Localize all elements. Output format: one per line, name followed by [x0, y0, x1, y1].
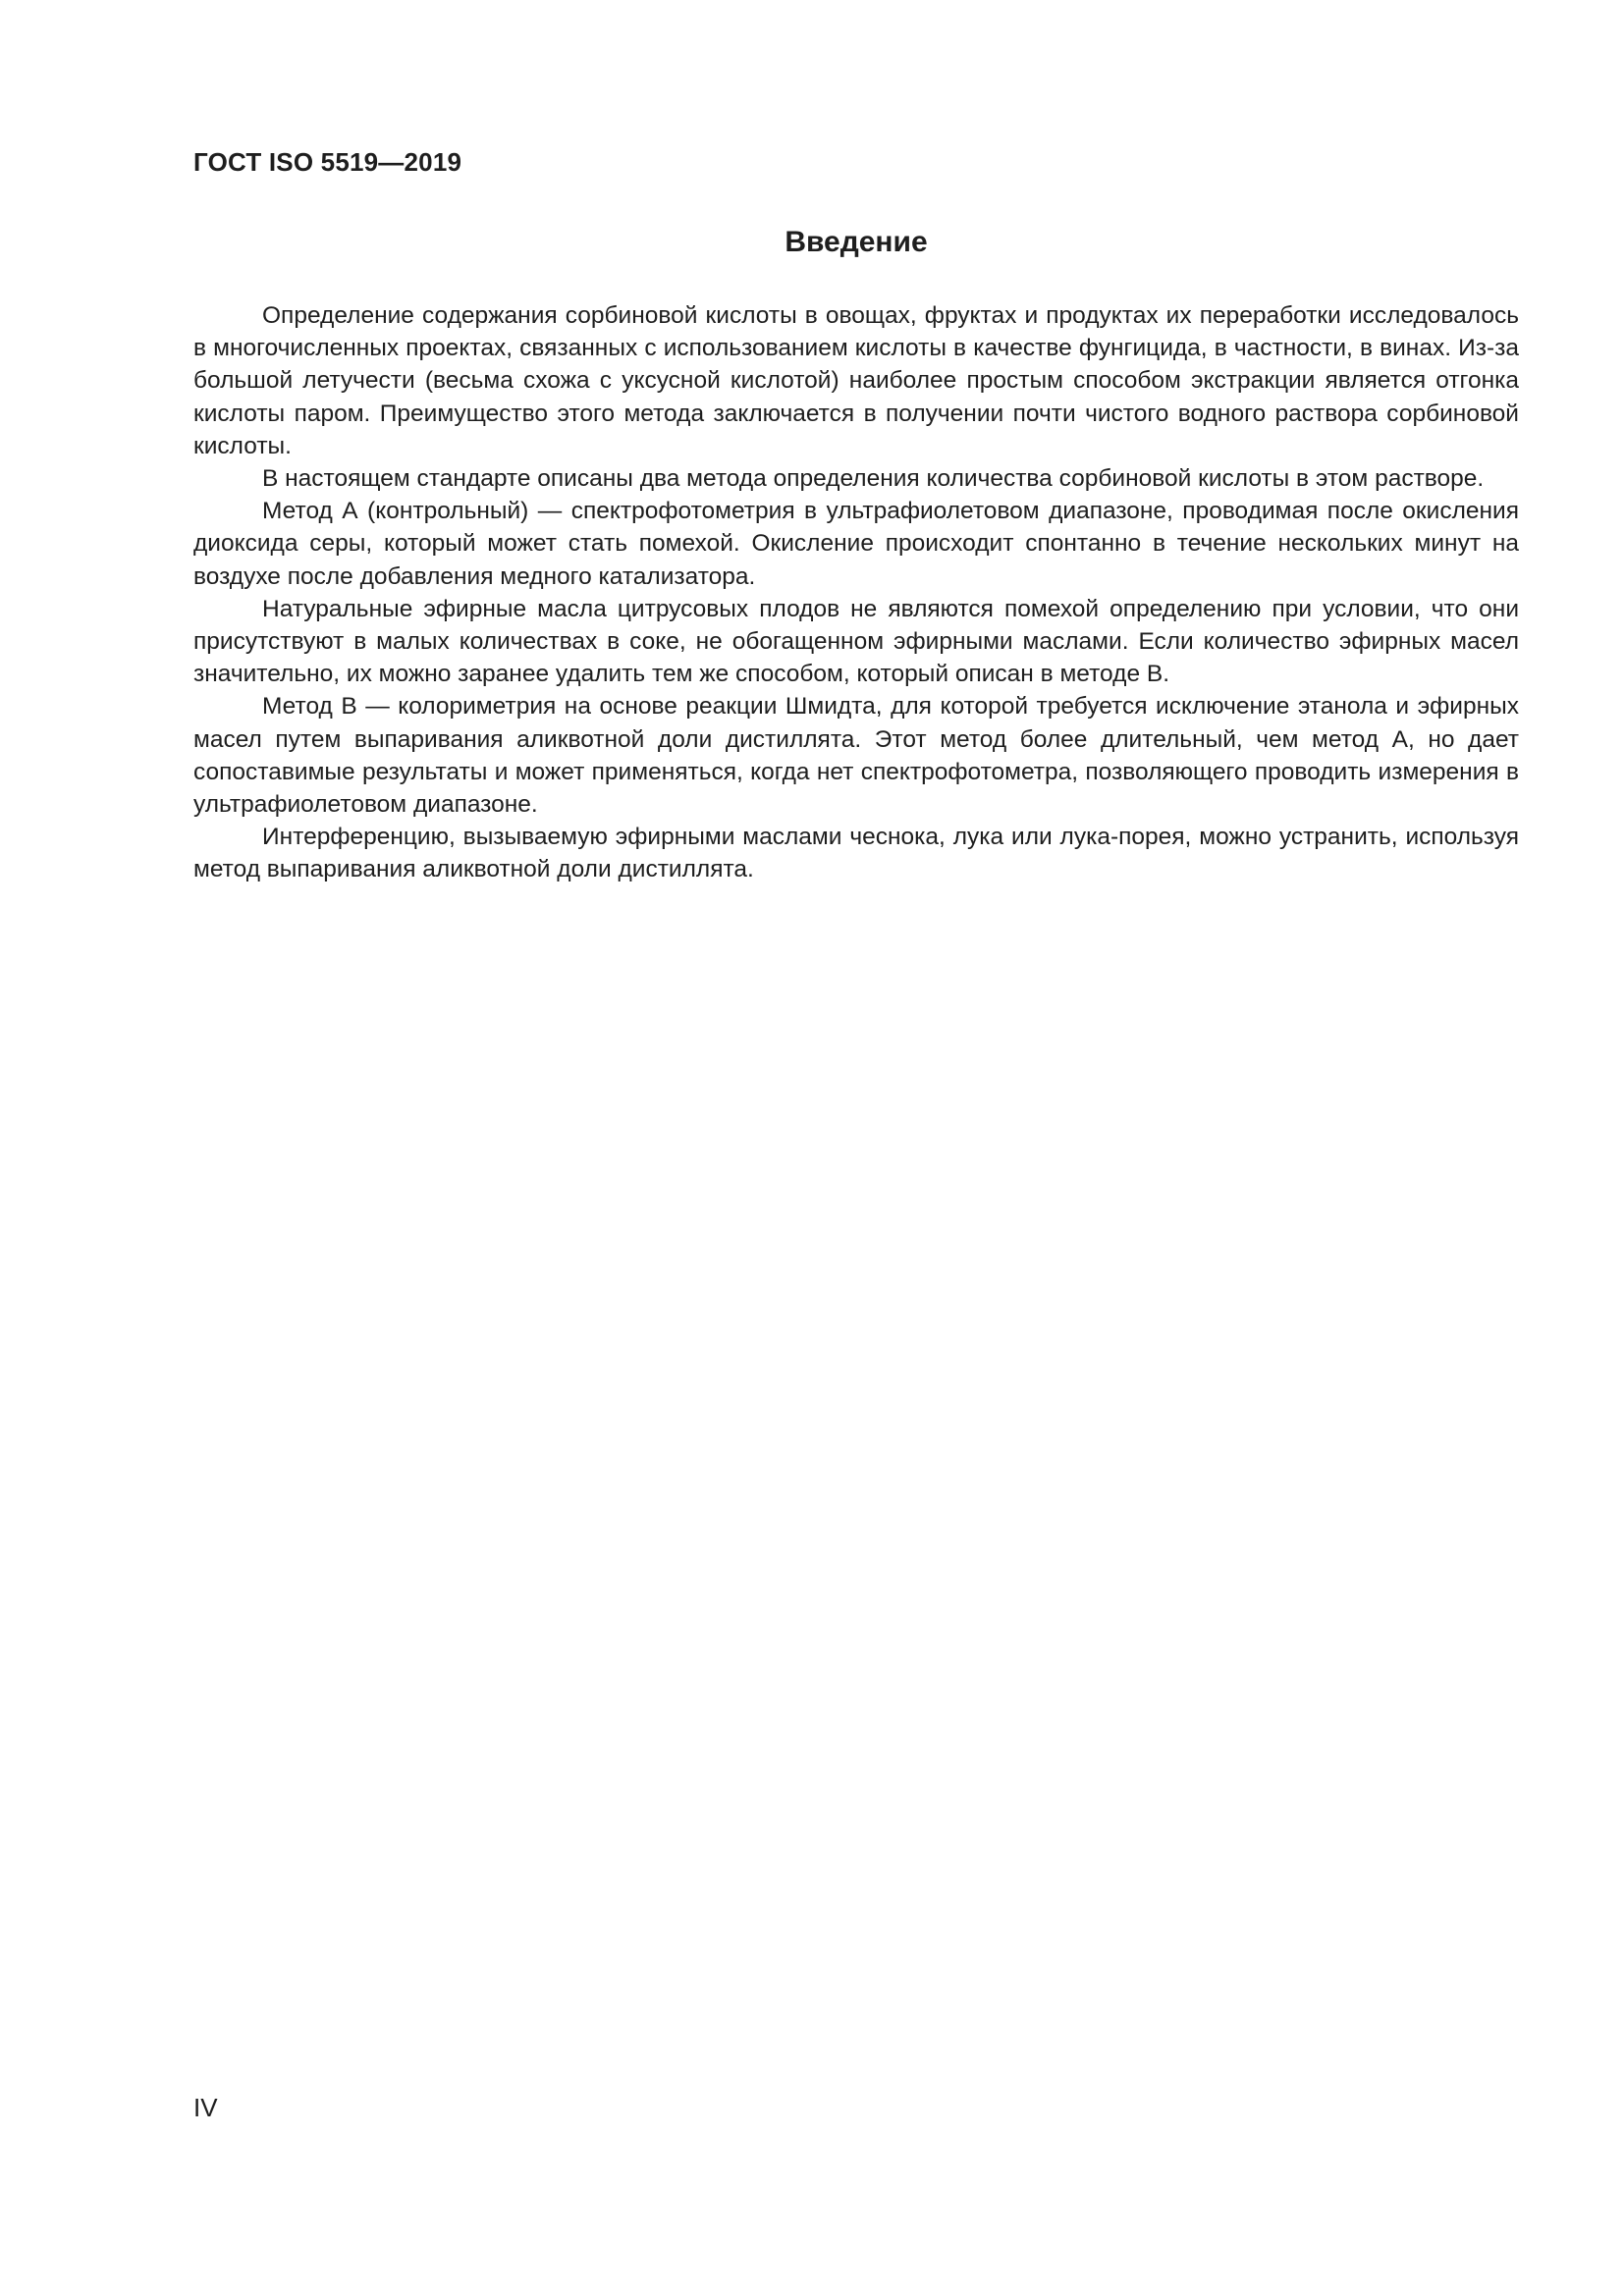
- paragraph-3: Метод А (контрольный) — спектрофотометрия в ультрафиолетовом диапазоне, проводимая после окисления диоксида серы, который может стать помехой. Окисление происходит спонтанно в течение нескольких минут на воздухе после добавления медного катализатора.: [193, 498, 1519, 590]
- paragraph-5: Метод В — колориметрия на основе реакции Шмидта, для которой требуется исключение этанола и эфирных масел путем выпаривания аликвотной доли дистиллята. Этот метод более длительный, чем метод А, но дает сопоставимые результаты и может применяться, когда нет спектрофотометра, позволяющего проводить измерения в ультрафиолетовом диапазоне.: [193, 693, 1519, 819]
- paragraph-1: Определение содержания сорбиновой кислоты в овощах, фруктах и продуктах их переработки исследовалось в многочисленных проектах, связанных с использованием кислоты в качестве фунгицида, в частности, в винах. Из-за большой летучести (весьма схожа с уксусной кислотой) наиболее простым способом экстракции является отгонка кислоты паром. Преимущество этого метода заключается в получении почти чистого водного раствора сорбиновой кислоты.: [193, 302, 1519, 459]
- section-body: [193, 299, 1519, 886]
- paragraph-6: Интерференцию, вызываемую эфирными маслами чеснока, лука или лука-порея, можно устранить, используя метод выпаривания аликвотной доли дистиллята.: [193, 824, 1519, 883]
- page-number: IV: [193, 2093, 218, 2122]
- section-title: Введение: [785, 226, 928, 258]
- document-code-header: ГОСТ ISO 5519—2019: [193, 147, 462, 177]
- paragraph-4: Натуральные эфирные масла цитрусовых плодов не являются помехой определению при условии, что они присутствуют в малых количествах в соке, не обогащенном эфирными маслами. Если количество эфирных масел значительно, их можно заранее удалить тем же способом, который описан в методе В.: [193, 595, 1519, 688]
- paragraph-2: В настоящем стандарте описаны два метода определения количества сорбиновой кислоты в этом растворе.: [262, 465, 1485, 493]
